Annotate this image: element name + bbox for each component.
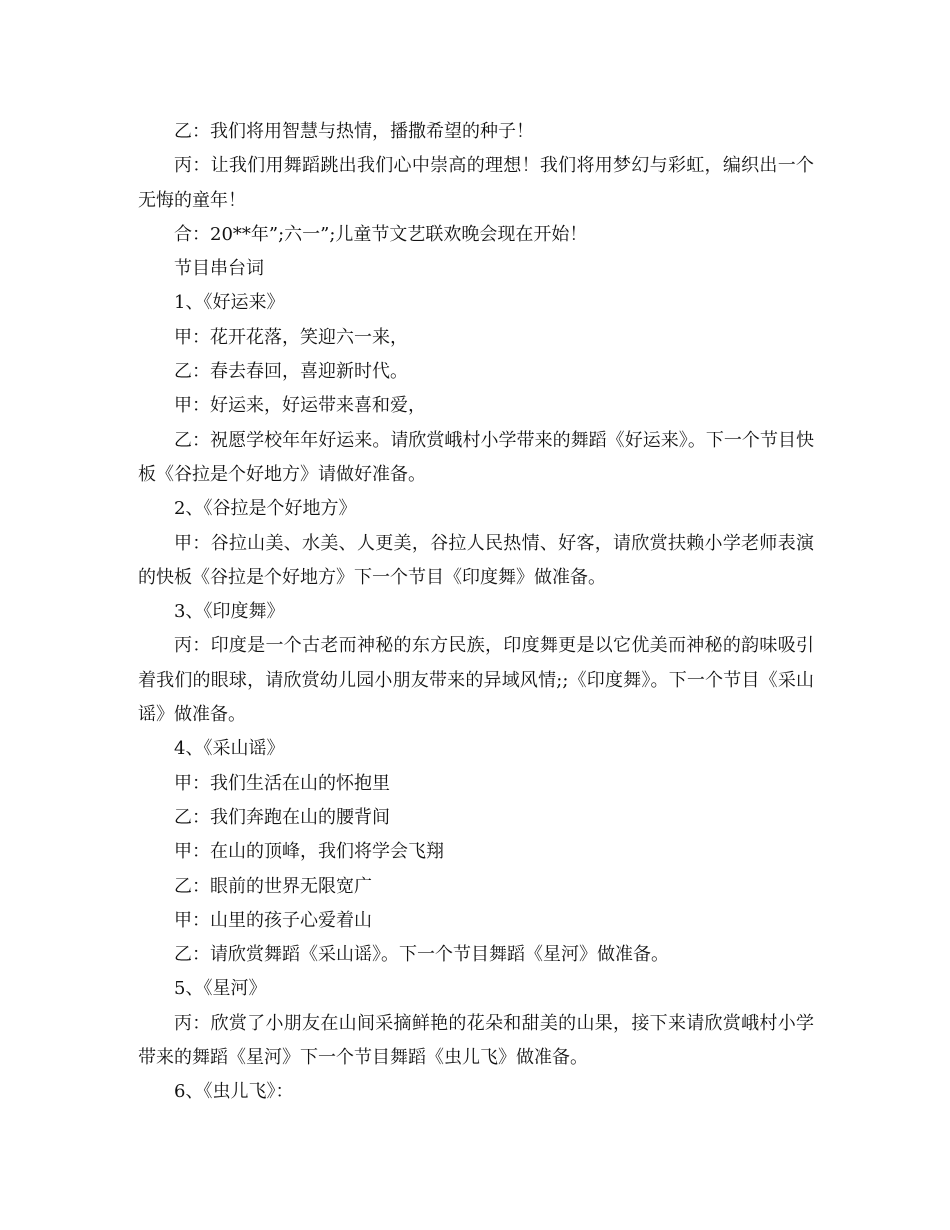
paragraph: 丙：让我们用舞蹈跳出我们心中崇高的理想！我们将用梦幻与彩虹，编织出一个无悔的童年！ [138, 155, 814, 211]
paragraph: 乙：请欣赏舞蹈《采山谣》。下一个节目舞蹈《星河》做准备。 [174, 944, 669, 966]
program-item-title: 4、《采山谣》 [174, 738, 285, 760]
paragraph: 乙：我们奔跑在山的腰背间 [174, 806, 390, 828]
paragraph: 甲：在山的顶峰，我们将学会飞翔 [174, 841, 444, 863]
paragraph: 甲：谷拉山美、水美、人更美，谷拉人民热情、好客，请欣赏扶赖小学老师表演的快板《谷拉是个好地方》下一个节目《印度舞》做准备。 [138, 532, 814, 588]
paragraph: 乙：眼前的世界无限宽广 [174, 875, 372, 897]
paragraph: 合：20**年”;六一”;儿童节文艺联欢晚会现在开始！ [174, 223, 588, 245]
program-item-title: 3、《印度舞》 [174, 601, 285, 623]
paragraph: 甲：好运来，好运带来喜和爱， [174, 395, 426, 417]
program-item-title: 2、《谷拉是个好地方》 [174, 498, 357, 520]
program-item-title: 5、《星河》 [174, 978, 267, 1000]
program-item-title: 1、《好运来》 [174, 292, 285, 314]
paragraph: 甲：花开花落，笑迎六一来， [174, 326, 408, 348]
paragraph: 乙：祝愿学校年年好运来。请欣赏峨村小学带来的舞蹈《好运来》。下一个节目快板《谷拉是个好地方》请做好准备。 [138, 429, 814, 485]
document-body [138, 115, 814, 1110]
paragraph: 乙：春去春回，喜迎新时代。 [174, 361, 408, 383]
program-item-title: 6、《虫儿飞》： [174, 1081, 294, 1103]
paragraph: 甲：山里的孩子心爱着山 [174, 909, 372, 931]
paragraph: 甲：我们生活在山的怀抱里 [174, 772, 390, 794]
section-heading: 节目串台词 [174, 258, 264, 280]
paragraph: 乙：我们将用智慧与热情，播撒希望的种子！ [174, 121, 534, 142]
paragraph: 丙：印度是一个古老而神秘的东方民族，印度舞更是以它优美而神秘的韵味吸引着我们的眼球，请欣赏幼儿园小朋友带来的异域风情;;《印度舞》。下一个节目《采山谣》做准备。 [138, 635, 814, 726]
paragraph: 丙：欣赏了小朋友在山间采摘鲜艳的花朵和甜美的山果，接下来请欣赏峨村小学带来的舞蹈《星河》下一个节目舞蹈《虫儿飞》做准备。 [138, 1012, 814, 1069]
